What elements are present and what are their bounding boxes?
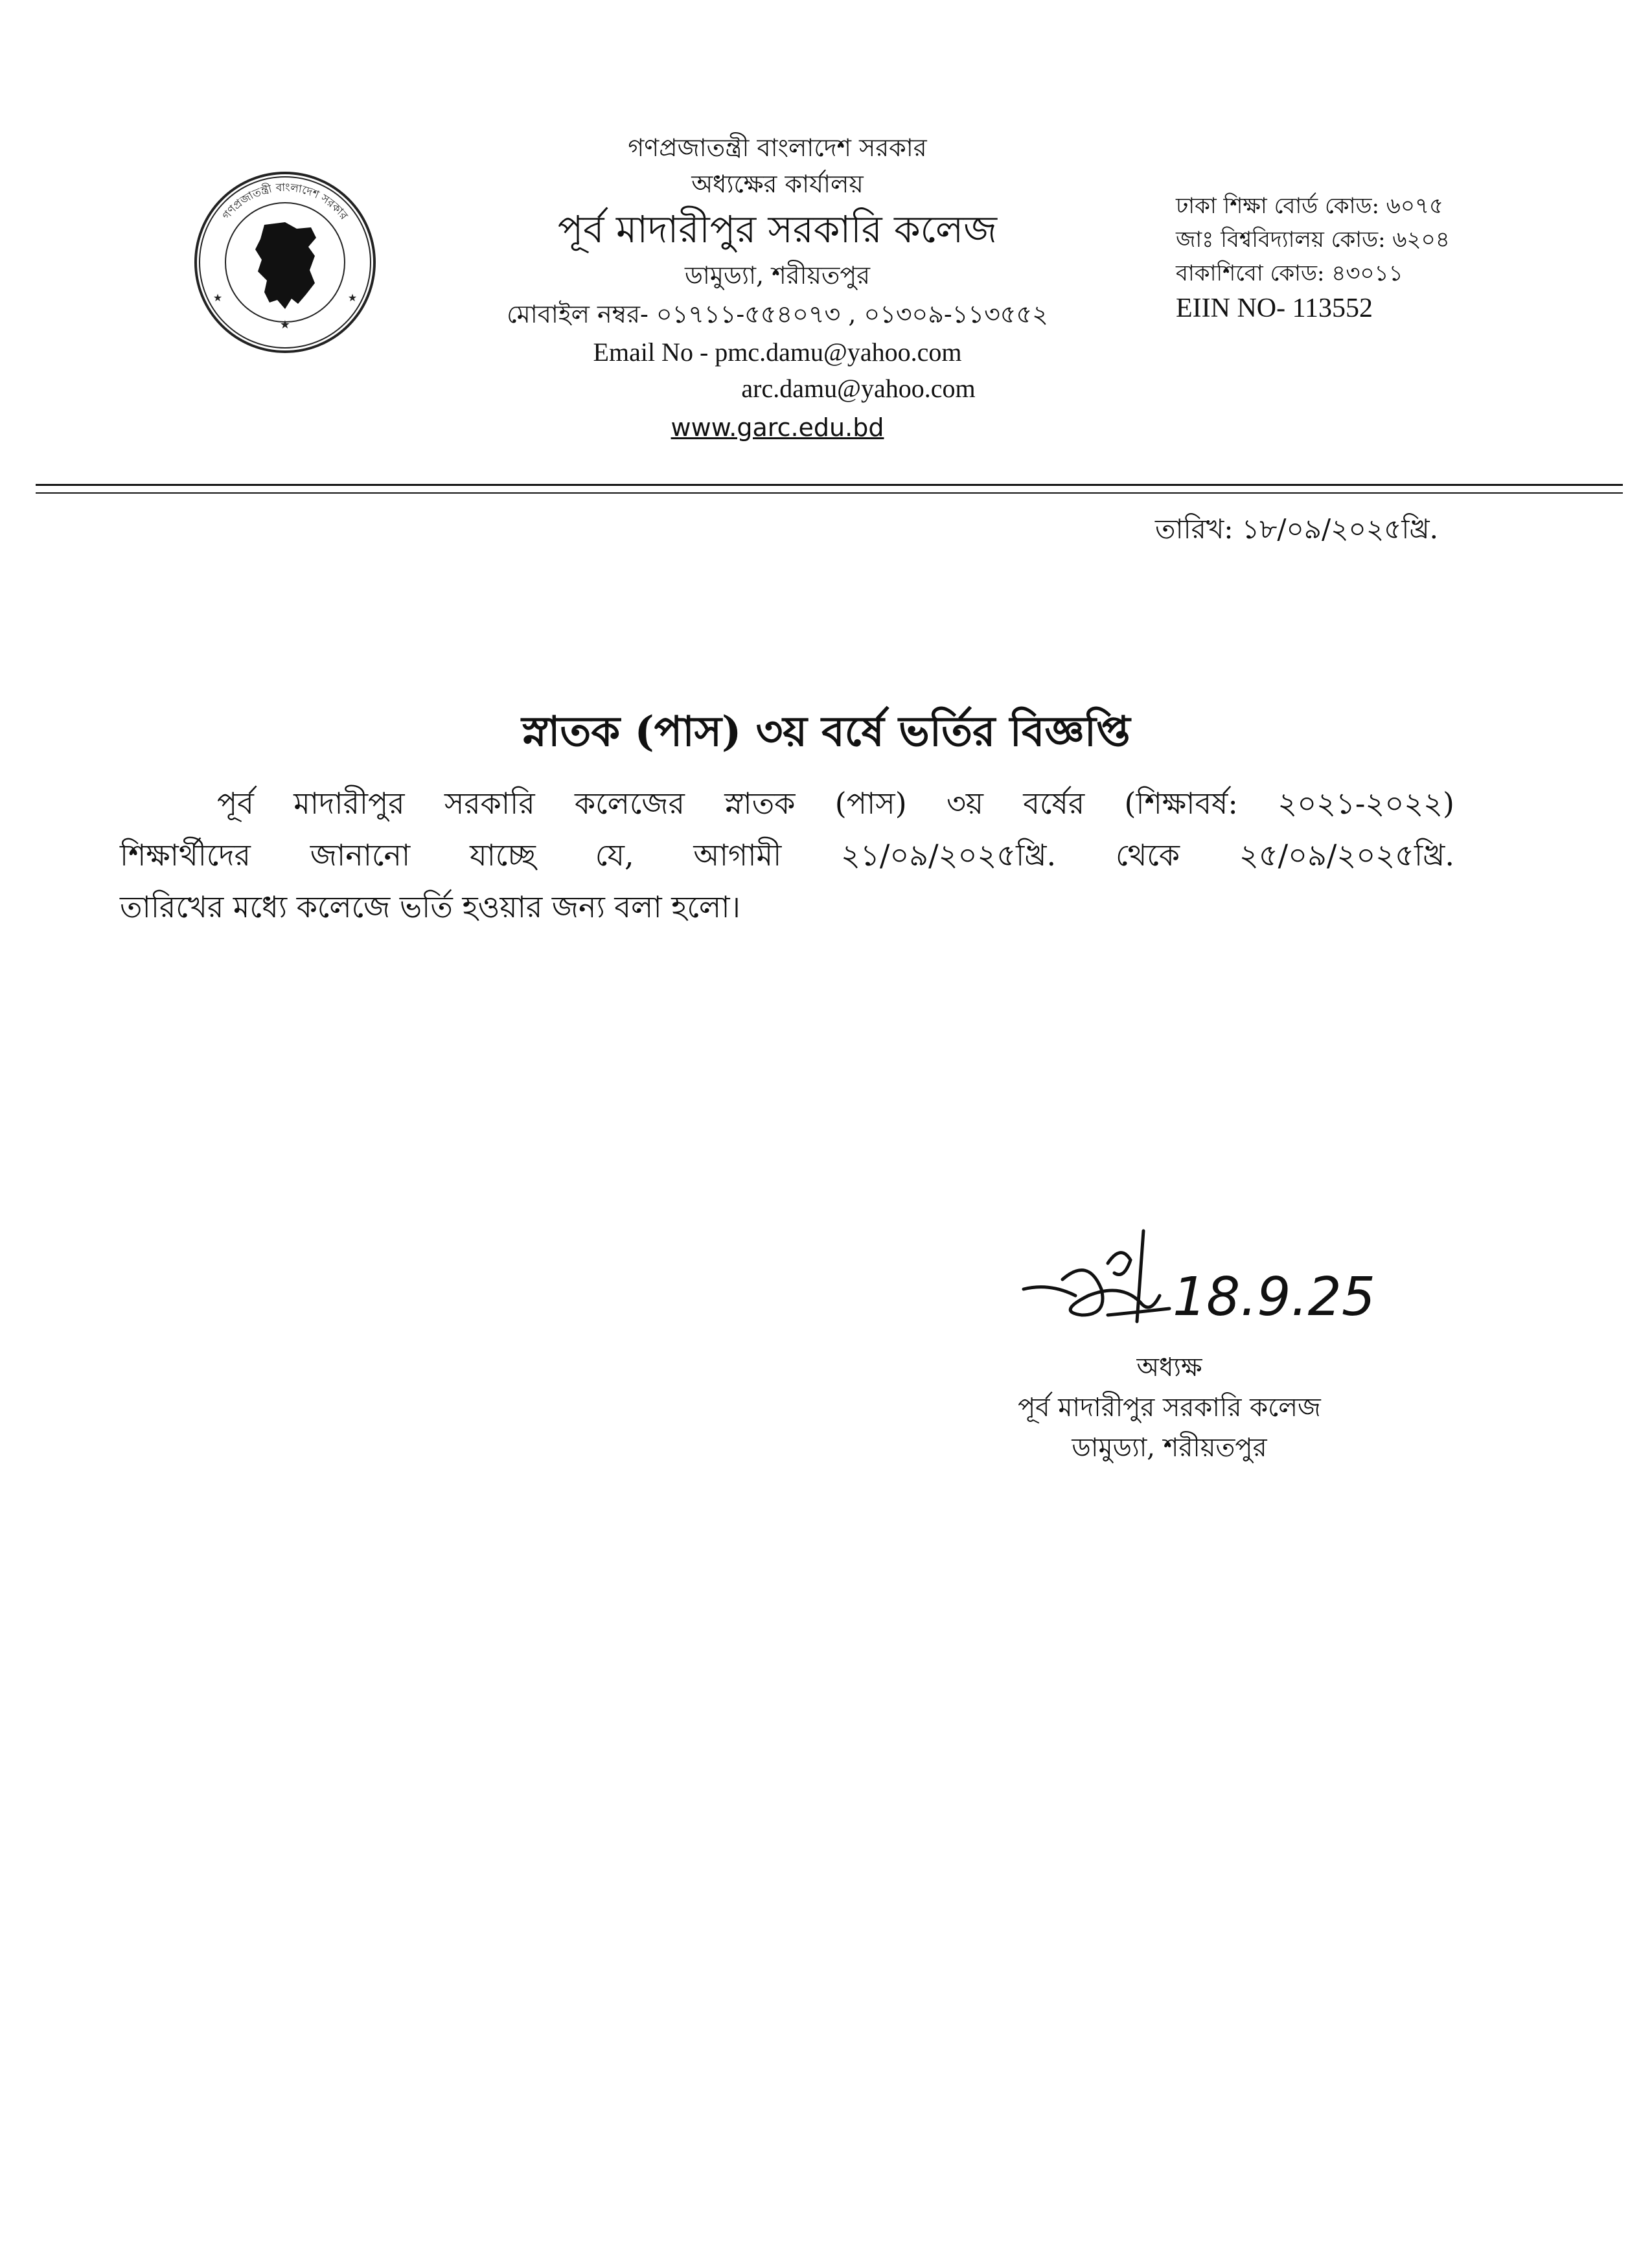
signatory-address: ডামুড্যা, শরীয়তপুর [1072,1433,1267,1463]
email-secondary: arc.damu@yahoo.com [741,374,976,403]
letterhead [389,130,1166,448]
office-name: অধ্যক্ষের কার্যালয় [691,170,864,198]
banbeis-code: বাকাশিবো কোড: ৪৩০১১ [1176,260,1403,286]
college-name: পূর্ব মাদারীপুর সরকারি কলেজ [557,207,998,251]
signatory-block [862,1347,1477,1468]
svg-text:★: ★ [212,292,223,304]
principal-signature [1011,1218,1464,1347]
mobile-numbers: মোবাইল নম্বর- ০১৭১১-৫৫৪০৭৩ , ০১৩০৯-১১৩৫৫২ [507,300,1048,328]
government-seal [188,165,382,360]
eiin-number: EIIN NO- 113552 [1176,293,1373,323]
college-address: ডামুড্যা, শরীয়তপুর [684,261,871,290]
dhaka-board-code: ঢাকা শিক্ষা বোর্ড কোড: ৬০৭৫ [1176,193,1444,219]
notice-body-line-2: শিক্ষার্থীদের জানানো যাচ্ছে যে, আগামী ২১/০৯/২০২৫খ্রি. থেকে ২৫/০৯/২০২৫খ্রি. [120,838,1454,873]
email-primary: Email No - pmc.damu@yahoo.com [593,338,962,367]
signature-date: 18.9.25 [1173,1266,1375,1328]
notice-body-line-1: পূর্ব মাদারীপুর সরকারি কলেজের স্নাতক (পাস) ৩য় বর্ষের (শিক্ষাবর্ষ: ২০২১-২০২২) [217,786,1454,821]
government-name: গণপ্রজাতন্ত্রী বাংলাদেশ সরকার [628,133,927,162]
svg-text:★: ★ [347,292,358,304]
notice-title: স্নাতক (পাস) ৩য় বর্ষে ভর্তির বিজ্ঞপ্তি [522,707,1130,756]
notice-body [120,777,1454,933]
signatory-designation: অধ্যক্ষ [1136,1353,1202,1382]
seal-text: গণপ্রজাতন্ত্রী বাংলাদেশ সরকার [220,181,350,223]
signatory-college: পূর্ব মাদারীপুর সরকারি কলেজ [1018,1393,1321,1423]
institution-codes [1176,189,1629,326]
website-link[interactable]: www.garc.edu.bd [671,413,884,442]
svg-text:গণপ্রজাতন্ত্রী বাংলাদেশ সরকার [220,181,350,223]
notice-date: তারিখ: ১৮/০৯/২০২৫খ্রি. [1154,513,1438,545]
svg-text:★: ★ [279,318,291,332]
header-divider-top [36,484,1623,486]
notice-body-line-3: তারিখের মধ্যে কলেজে ভর্তি হওয়ার জন্য বলা হলো। [120,889,740,924]
university-code: জাঃ বিশ্ববিদ্যালয় কোড: ৬২০৪ [1176,227,1450,253]
header-divider-bottom [36,492,1623,494]
